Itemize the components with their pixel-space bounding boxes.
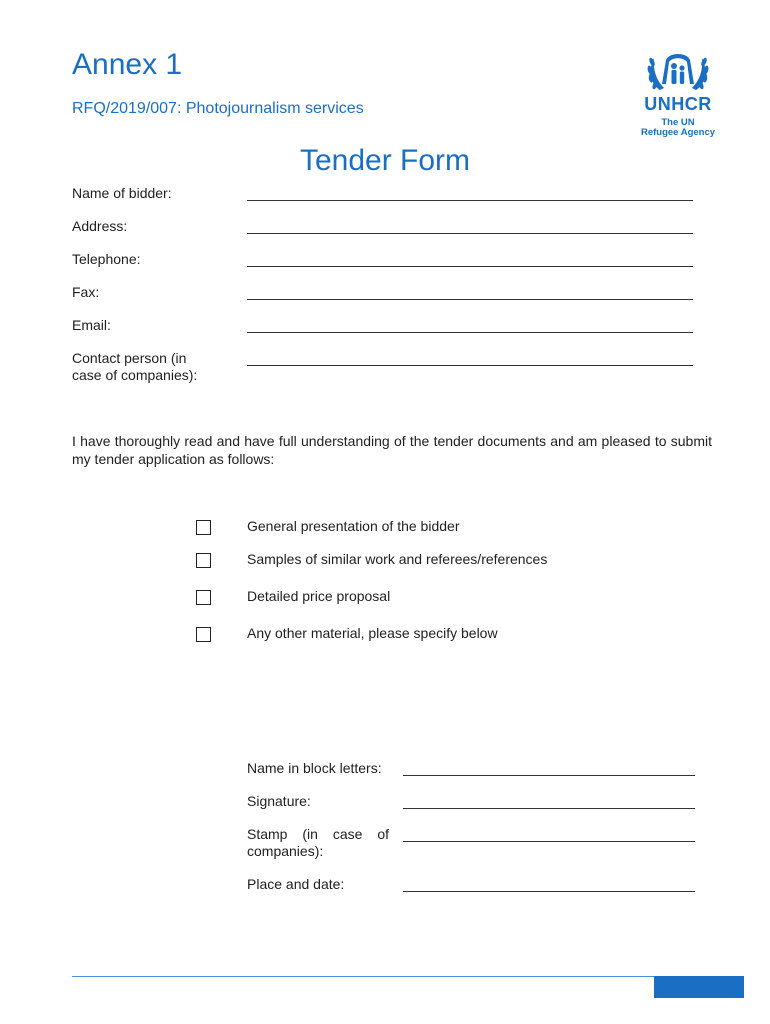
sig-line-signature[interactable] [403,808,695,809]
logo-wordmark: UNHCR [644,94,712,114]
sig-line-place-date[interactable] [403,891,695,892]
footer-accent-block [654,976,744,998]
unhcr-logo [638,46,718,144]
checkbox-other-material[interactable] [196,627,211,642]
field-line-fax[interactable] [247,299,693,300]
annex-heading: Annex 1 [72,48,183,81]
field-label-contact-person: Contact person (in case of companies): [72,350,198,383]
form-title: Tender Form [299,144,471,177]
checkbox-label-other-material: Any other material, please specify below [247,625,498,641]
checkbox-general-presentation[interactable] [196,520,211,535]
field-line-contact-person[interactable] [247,365,693,366]
checkbox-price-proposal[interactable] [196,590,211,605]
logo-tagline-line1: The UN [661,117,695,128]
unhcr-emblem-icon [638,46,718,94]
logo-tagline [638,118,718,138]
field-line-address[interactable] [247,233,693,234]
field-label-address: Address: [72,218,128,234]
checkbox-label-price-proposal: Detailed price proposal [247,588,391,604]
logo-tagline-line2: Refugee Agency [640,127,716,138]
field-label-telephone: Telephone: [72,251,141,267]
footer-divider [72,976,654,977]
checkbox-label-samples: Samples of similar work and referees/references [247,551,548,567]
field-label-name: Name of bidder: [72,185,172,201]
field-line-email[interactable] [247,332,693,333]
sig-line-stamp[interactable] [403,841,695,842]
field-line-name[interactable] [247,200,693,201]
field-line-telephone[interactable] [247,266,693,267]
sig-label-signature: Signature: [247,793,311,809]
sig-label-place-date: Place and date: [247,876,345,892]
checkbox-samples[interactable] [196,553,211,568]
checkbox-label-general-presentation: General presentation of the bidder [247,518,460,534]
field-label-fax: Fax: [72,284,100,300]
field-label-email: Email: [72,317,111,333]
intro-paragraph: I have thoroughly read and have full understanding of the tender documents and am pleased to submit my tender application as follows: [72,433,712,467]
sig-line-name-block[interactable] [403,775,695,776]
sig-label-name-block: Name in block letters: [247,760,382,776]
sig-label-stamp: Stamp (in case of companies): [247,826,389,859]
rfq-subtitle: RFQ/2019/007: Photojournalism services [72,100,364,117]
